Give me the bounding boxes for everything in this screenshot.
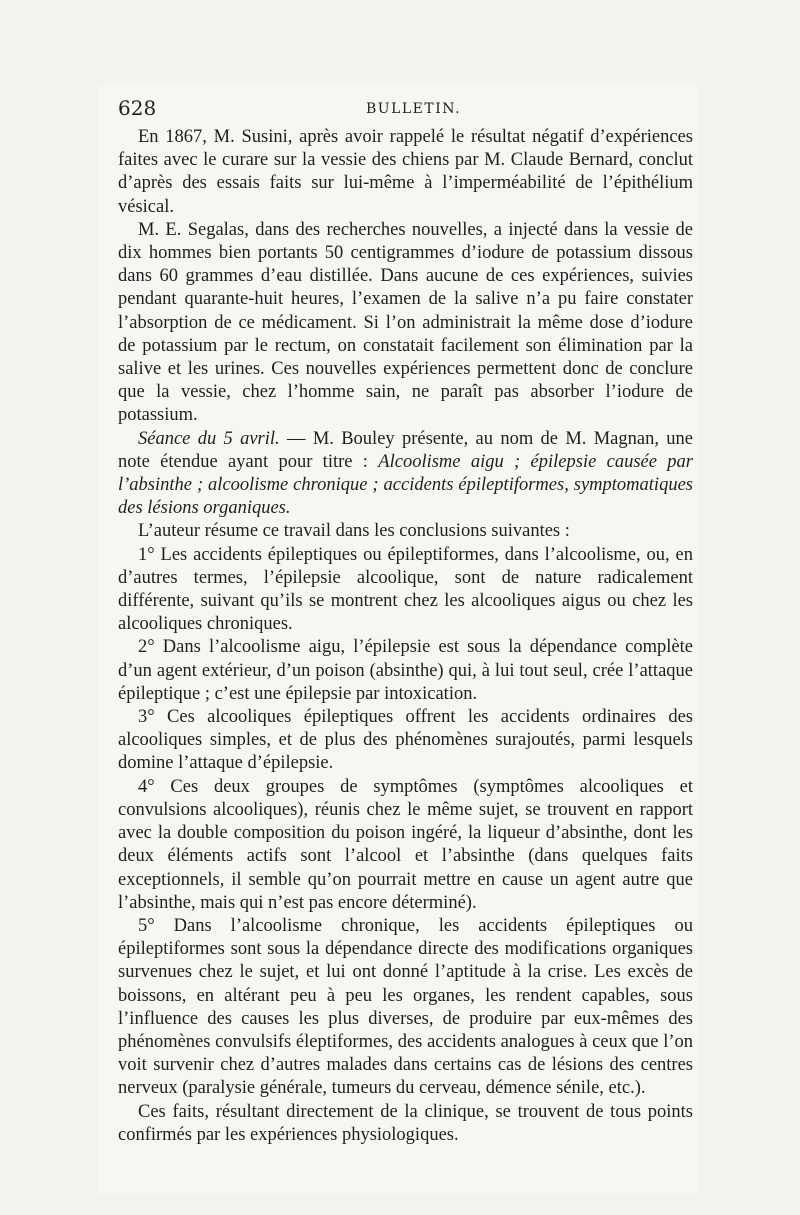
paragraph-susini: En 1867, M. Susini, après avoir rappelé le résultat négatif d’expériences faites avec le curare sur la vessie des chiens par M. Claude Bernard, conclut d’après des essais faits sur lui-même à l’imperméabilité de l’épithélium vésical. [118, 127, 693, 217]
conclusions-intro: L’auteur résume ce travail dans les conclusions suivantes : [138, 521, 570, 542]
page-header [118, 96, 696, 122]
paragraph-seance [118, 428, 693, 521]
body-text [118, 126, 693, 1147]
conclusion-3: 3° Ces alcooliques épileptiques offrent les accidents ordinaires des alcooliques simples, et de plus des phénomènes surajoutés, parmi lesquels domine l’attaque d’épilepsie. [118, 707, 693, 774]
conclusion-1: 1° Les accidents épileptiques ou épileptiformes, dans l’alcoolisme, ou, en d’autres termes, l’épilepsie alcoolique, sont de nature radicalement différente, suivant qu’ils se montrent chez les alcooliques aigus ou chez les alcooliques chroniques. [118, 544, 693, 635]
conclusion-2: 2° Dans l’alcoolisme aigu, l’épilepsie est sous la dépendance complète d’un agent extérieur, d’un poison (absinthe) qui, à lui tout seul, crée l’attaque épileptique ; c’est une épilepsie par intoxication. [118, 637, 693, 704]
page-number: 628 [118, 96, 157, 120]
conclusion-5: 5° Dans l’alcoolisme chronique, les accidents épileptiques ou épileptiformes sont sous la dépendance directe des modifications organiques survenues chez le sujet, et lui ont donné l’aptitude à la crise. Les excès de boissons, en altérant peu à peu les organes, les rendent capables, sous l’influence des causes les plus diverses, de produire par eux-mêmes des phénomènes convulsifs éleptiformes, des accidents analogues à ceux que l’on voit survenir chez d’autres malades dans certains cas de lésions des centres nerveux (paralysie générale, tumeurs du cerveau, démence sénile, etc.). [118, 915, 693, 1099]
conclusion-4: 4° Ces deux groupes de symptômes (symptômes alcooliques et convulsions alcooliques), réunis chez le même sujet, se trouvent en rapport avec la double composition du poison ingéré, la liqueur d’absinthe, dont les deux éléments actifs sont l’alcool et l’absinthe (dans quelques faits exceptionnels, il semble qu’on pourrait mettre en cause un agent autre que l’absinthe, mais qui n’est pas encore déterminé). [118, 776, 693, 913]
note-title: Alcoolisme aigu ; épilepsie causée par l’absinthe ; alcoolisme chronique ; accidents épileptiformes, symptomatiques des lésions organiques. [118, 451, 694, 519]
seance-date: Séance du 5 avril. [138, 428, 280, 449]
seance-intro: — M. Bouley présente, au nom de M. Magnan, une note étendue ayant pour titre : [118, 428, 693, 472]
paragraph-segalas: M. E. Segalas, dans des recherches nouvelles, a injecté dans la vessie de dix hommes bien portants 50 centigrammes d’iodure de potassium dissous dans 60 grammes d’eau distillée. Dans aucune de ces expériences, suivies pendant quarante-huit heures, l’examen de la salive n’a pu faire constater l’absorption de ce médicament. Si l’on administrait la même dose d’iodure de potassium par le rectum, on constatait facilement son élimination par la salive et les urines. Ces nouvelles expériences permettent donc de conclure que la vessie, chez l’homme sain, ne paraît pas absorber l’iodure de potassium. [118, 219, 693, 426]
closing-paragraph: Ces faits, résultant directement de la clinique, se trouvent de tous points confirmés par les expériences physiologiques. [118, 1101, 693, 1145]
running-head: BULLETIN. [366, 101, 462, 117]
